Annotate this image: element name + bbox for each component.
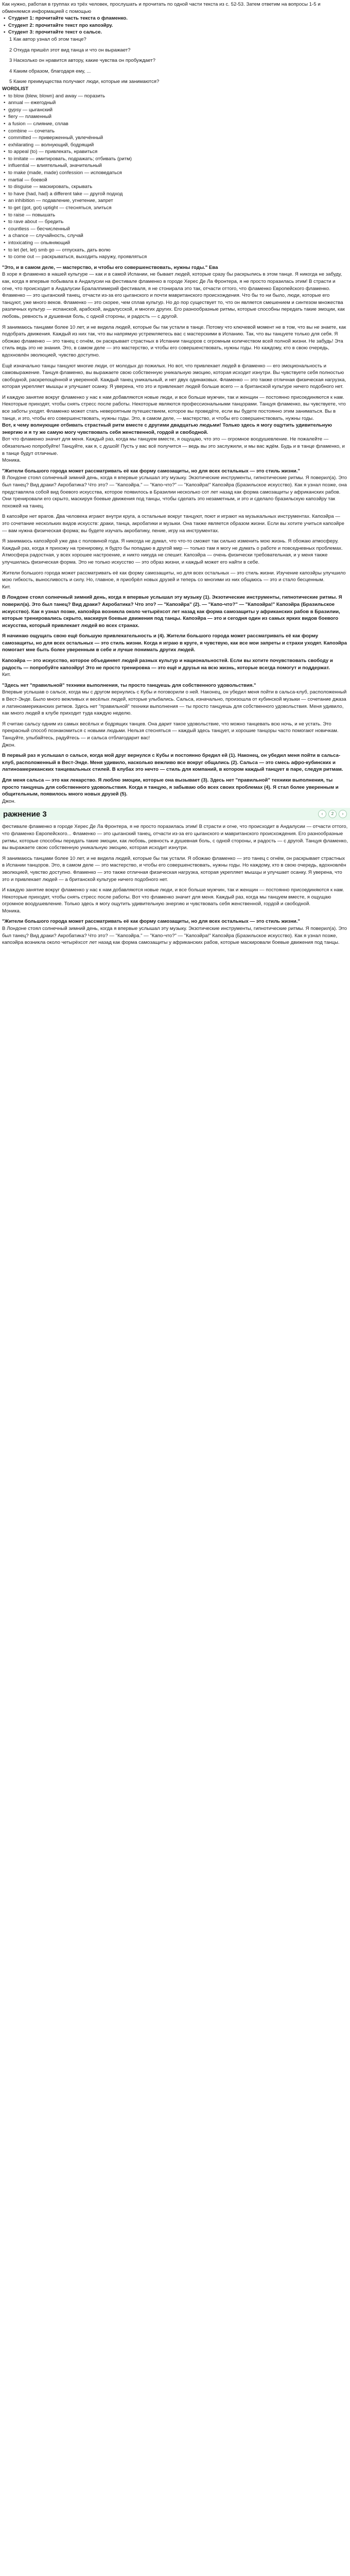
part2-text3: Я занимаюсь капоэйрой уже два с половиной года. Я никогда не думал, что что-то сможет так сильно изменить мою жизнь. Я обожаю атмосферу. Каждый раз, когда я прихожу на тренировку, я будто бы попадаю в другой мир — только там я могу не думать о работе и повседневных проблемах. Атмосфера радостная, у всех хорошее настроение, и никто никуда не спешит. Капоэйра — очень физически требовательная, и у меня также улучшилась физическая форма. Это не только искусство — это образ жизни, и каждый может его найти в себе. (2, 538, 343, 565)
author-signature: Кит. (2, 584, 11, 590)
part4-text: фестивале фламенко в городе Херес Де Ла Фронтера, я не просто поразилась этим! В страсти и огне, что происходит в Андалусии — отчасти оттого, что фламенко Европейского... Фламенко — это цыганский танец, отчасти из-за его цыганского и мавританского происхождения. Его разнообразные ритмы, которые способны передать такие эмоции, как любовь, ревность и душевная боль, с одной стороны, и радость — с другой. Танцуя фламенко, вы выражаете свою собственную уникальную эмоцию, которая исходит изнутри. (2, 824, 348, 851)
part1-lead: "Это, и в самом деле, — мастерство, и чтобы его совершенствовать, нужны годы." Ева (2, 264, 218, 270)
wordlist-item: • to let (let, let) smb go — отпускать, дать волю (2, 247, 348, 254)
wordlist-item: • to come out — раскрываться, выходить наружу, проявляться (2, 253, 348, 261)
part2-bold3: Капоэйра — это искусство, которое объединяет людей разных культур и национальностей. Если вы хотите почувствовать свободу и радость — попробуйте капоэйру! Это не просто тренировка — это ещё и друзья на всю жизнь, которые всегда помогут и поддержат. (2, 658, 333, 671)
student-item: • Студент 3: прочитайте текст о сальсе. (2, 29, 348, 36)
wordlist-item: • committed — приверженный, увлечённый (2, 134, 348, 142)
part2-text4: Жители большого города может рассматривать её как форму самозащиты, но для всех остальных — это стиль жизни. Изучение капоэйры улучшило мою гибкость, выносливость и силу. Но, главное, я приобрёл новых друзей и теперь со многими из них общаюсь — это и стало бесценным. (2, 570, 346, 583)
wordlist-item: • to disguise — маскировать, скрывать (2, 183, 348, 191)
part3-text: Впервые услышав о сальсе, когда мы с другом вернулись с Кубы и поговорили о ней. Наконец, он убедил меня пойти в сальса-клуб, расположенный в Вест-Энде. Было много вежливых и весёлых людей, которые улыбались. Сальса, изначально, произошла от кубинской музыки — сочетание джаза и латиноамериканских ритмов. Здесь нет "правильной" техники выполнения — ты просто танцуешь для собственного удовольствия. Меня удивило, как много людей в клубе приходит туда каждую неделю. (2, 689, 347, 717)
wordlist-item: • martial — боевой (2, 177, 348, 184)
wordlist (2, 93, 348, 261)
part4-text3: И каждую занятие вокруг фламенко у нас к нам добавляются новые люди, и все больше мужчин, так и женщин — постоянно присоединяются к нам. Некоторые приходят, чтобы снять стресс после работы. Вот что фламенко значит для меня. Каждый раз, когда мы танцуем вместе, я ощущаю огромное воодушевление. Только здесь я могу ощутить удивительную энергию и чувствовать себя женственной, гордой и свободной. (2, 887, 344, 907)
wordlist-item: • to blow (blew, blown) and away — поразить (2, 93, 348, 100)
page-number[interactable]: 2 (328, 810, 337, 818)
author-signature: Моника. (2, 908, 21, 914)
wordlist-item: • gypsy — цыганский (2, 107, 348, 114)
wordlist-item: • to imitate — имитировать, подражать; отбивать (ритм) (2, 156, 348, 163)
part2-bold2: Я начинаю ощущать свою ещё большую привлекательность и (4). Жители большого города может рассматривать её как форму самозащиты, но для всех остальных — это стиль жизни. Когда я играю в круге, я чувствую, как все мои запреты и страхи уходят. Капоэйра помогает мне быть более уверенным в себе и лучше понимать других людей. (2, 633, 347, 653)
wordlist-item: • influential — влиятельный, значительный (2, 162, 348, 170)
pager (318, 810, 347, 818)
intro-text: Как нужно, работая в группах из трёх человек, прослушать и прочитать по одной части текста из с. 52-53. Затем ответим на вопросы 1-5 и обменяемся информацией с помощью (2, 2, 321, 14)
part4-text2: Я занимаюсь танцами более 10 лет, и не видела людей, которые бы так устали. Я обожаю фламенко — это танец с огнём, он раскрывает страстных в Испании танцоров. Это, в самом деле — это мастерство, и чтобы его совершенствовать, нужны годы. Но каждому, кто в свою очередь, вдохновлён эволюцией, чувство доступно. Фламенко — это также отличная физическая нагрузка, которая укрепляет мышцы и улучшает осанку. Я уверена, что это и привлекает людей — а британской культуре ничего подобного нет. (2, 855, 346, 883)
wordlist-item: • a chance — случайность, случай (2, 232, 348, 240)
wordlist-item: • exhilarating — волнующий, бодрящий (2, 142, 348, 149)
question-list (2, 36, 348, 86)
wordlist-item: • to rave about — бредить (2, 218, 348, 226)
part1-text2: Я занимаюсь танцами более 10 лет, и не видела людей, которые бы так устали в танце. Потому что ключевой момент не в том, что вы не знаете, как подобрать движения. Каждый из них так, что вы напрямую устремляетесь вас с мастерскими в Испанию. Так, что вы танцуете только для себя. Я обожаю фламенко — это танец с огнём, он раскрывает страстных в Испании танцоров с огромным количеством всей полной жизни. Не забудь! Эта стиль ведь это не знания. Это, в самом деле — это мастерство, и чтобы его совершенствовать, нужны годы. Но каждому, кто в свою очередь, вдохновлён эволюцией, чувство доступно. (2, 324, 346, 358)
document-page (0, 0, 350, 946)
wordlist-item: • an inhibition — подавление, угнетение, запрет (2, 197, 348, 205)
question-item: 2 Откуда пришёл этот вид танца и что он выражает? (9, 47, 131, 53)
wordlist-item: • to have (had, had) a different take — другой подход (2, 191, 348, 198)
part1-bold: Вот, к чему волнующие отбивать страстный ритм вместе с другими двадцатью людьми! Только здесь я могу ощутить удивительную энергию и я ту же самую могу чувствовать себя женственной, гордой и свободной. (2, 422, 332, 435)
wordlist-item: • to make (made, made) confession — исповедаться (2, 170, 348, 177)
wordlist-item: • annual — ежегодный (2, 99, 348, 107)
student-item: • Студент 2: прочитайте текст про капоэйру. (2, 22, 348, 29)
question-item: 1 Как автор узнал об этом танце? (9, 36, 86, 42)
question-item: 5 Какие преимущества получают люди, которые им занимаются? (9, 79, 160, 85)
student-list (2, 15, 348, 36)
student-item: • Студент 1: прочитайте часть текста о фламенко. (2, 15, 348, 22)
author-signature: Моника. (2, 457, 21, 464)
wordlist-item: • intoxicating — опьяняющий (2, 240, 348, 247)
part2-text2: В капоэйре нет врагов. Два человека играют внутри круга, а остальные вокруг танцуют, поют и играют на музыкальных инструментах. Капоэйра — это сочетание нескольких видов искусств: драки, танца, акробатики и музыки. Она также является образом жизни. Если вы хотите учиться капоэйре — вам нужна физическая форма; вы будете изучать акробатику, пение, игру на инструментах. (2, 514, 344, 534)
question-item: 3 Насколько он нравится автору, какие чувства он пробуждает? (9, 58, 156, 64)
author-signature: Кит. (2, 672, 11, 678)
wordlist-item: • to get (got, got) uptight — стесняться, злиться (2, 205, 348, 212)
section-header (0, 808, 350, 820)
author-signature: Джон. (2, 798, 16, 804)
wordlist-item: • combine — сочетать (2, 128, 348, 135)
next-page-button[interactable]: › (339, 810, 347, 818)
part3-bold2: Для меня сальса — это как лекарство. Я люблю эмоции, которые она вызывает (3). Здесь нет "правильной" техники выполнения, ты просто танцуешь для собственного удовольствия. Когда я танцую, я забываю обо всех своих проблемах (4). Я стал более уверенным и общительным, появилось много новых друзей (5). (2, 777, 339, 798)
part4-lead2: "Жители большого города может рассматривать её как форму самозащиты, но для всех остальных — это стиль жизни." (2, 919, 300, 925)
part4-text4: В Лондоне стоял солнечный зимний день, когда я впервые услышал эту музыку. Экзотические инструменты, гипнотические ритмы. Я поверил(а). Это был танец? Вид драки? Акробатика? Что это? — "Капоэйра." — "Капо-что?" — "Капоэйра!" Капоэйра (Бразильское искусство). Как я узнал позже, капоэйра возникла около четырёхсот лет назад как форма самозащиты у африканских рабов, которые маскировали боевые движения под танцы. (2, 926, 347, 946)
section-title: ражнение 3 (3, 809, 47, 819)
part2-lead: "Жители большого города может рассматривать её как форму самозащиты, но для всех остальных — это стиль жизни." (2, 468, 300, 474)
question-item: 4 Каким образом, благодаря ему, ... (9, 68, 91, 74)
wordlist-item: • countless — бесчисленный (2, 226, 348, 233)
part3-bold: В первый раз я услышал о сальсе, когда мой друг вернулся с Кубы и постоянно бредил ей (1). Наконец, он убедил меня пойти в сальса-клуб, расположенный в Вест-Энде. Меня удивило, насколько вежливо все вокруг общались (2). Сальса — это смесь афро-кубинских и латиноамериканских танцевальных стилей. В клубах это нечто — стиль для компаний, в котором каждый танцует в паре, следуя ритмам. (2, 753, 343, 773)
part3-lead: "Здесь нет "правильной" техники выполнения, ты просто танцуешь для собственного удовольствия." (2, 682, 256, 688)
part2-bold1: В Лондоне стоял солнечный зимний день, когда я впервые услышал эту музыку (1). Экзотические инструменты, гипнотические ритмы. Я поверил(а). Это был танец? Вид драки? Акробатика? Что это? — "Капоэйра" (2). — "Капо-что?" — "Капоэйра!" Капоэйра (Бразильское искусство). Как я узнал позже, капоэйра возникла около четырёхсот лет назад как форма самозащиты у африканских рабов в Бразилии, которые тренировались скрыто, маскируя боевые движения под танцы. Капоэйра — это и сегодня один из самых ярких видов боевого искусства, который привлекает людей во всех странах. (2, 595, 342, 629)
wordlist-item: • to raise — повышать (2, 212, 348, 219)
part3-text2: Я считаю сальсу одним из самых весёлых и бодрящих танцев. Она дарит такое удовольствие, что можно танцевать всю ночь, и не устать. Это прекрасный способ познакомиться с новыми людьми. Нельзя стесняться — каждый здесь танцует, и хорошие танцоры часто помогают новичкам. Танцуйте, улыбайтесь, радуйтесь — и сальса отблагодарит вас! (2, 721, 339, 741)
wordlist-item: • to appeal (to) — привлекать, нравиться (2, 148, 348, 156)
part1-text4: И каждую занятие вокруг фламенко у нас к нам добавляются новые люди, и все больше мужчин, так и женщин — постоянно присоединяются к нам. Некоторые приходят, чтобы снять стресс после работы. Некоторые являются профессиональными танцорами. Танцуя фламенко, вы чувствуете, что все заботы уходят. Фламенко может стать невероятным путешествием, которое вы проведёте, если вы будете постоянно этим заниматься. Вы в танце, и это, чтобы его совершенствовать, нужны годы. Это, в самом деле, — мастерство, и чтобы его совершенствовать, нужны годы. (2, 394, 346, 421)
part1-tail: Вот что фламенко значит для меня. Каждый раз, когда мы танцуем вместе, я ощущаю, что это — огромное воодушевление. Не пожалейте — обязательно попробуйте! Танцуйте, как я, с душой! Пусть у вас всё получится — ведь вы это заслужили, и мы вас ждём. Будь и в танце фламенко, и в танце будут отличные. (2, 436, 345, 456)
wordlist-item: • fiery — пламенный (2, 113, 348, 121)
wordlist-title: WORDLIST (2, 86, 29, 92)
part1-text: В хоре я фламенко в нашей культуре — как и в самой Испании, не бывает людей, которые сразу бы раскрылись в этом танце. Я никогда не забуду, как, когда я впервые побывала в Андалусии на фестивале фламенко в городе Херес Де Ла Фронтера, я не просто поразилась этим! В страсти и огне, что происходит в Андалусии Бралалпимерий фестиваля, я не стонирала это так, отчасти оттого, что фламенко Европейского фламенко. Фламенко — это цыганский танец, отчасти из-за его цыганского и почти мавританского происхождения. Что бы то ни было, люди, которые его танцуют, уже много веков. Фламенко — это скорее, чем сплав культур. Но до пор существует то, что он является смешением и синтезом множества различных культур — испанской, арабской, андалусской, и многих других. Его разнообразные ритмы, которые способны передать такие эмоции, как любовь, ревность и душевная боль, с одной стороны, и радость — с другой. (2, 272, 345, 319)
prev-page-button[interactable]: ‹ (318, 810, 326, 818)
part1-text3: Ещё изначально танцы танцуют многие люди, от молодых до пожилых. Но вот, что привлекает людей в фламенко — его эмоциональность и самовыражение. Танцуя фламенко, вы выражаете свою собственную уникальную эмоцию, которая исходит изнутри. Вы чувствуете себя полностью свободной, раскрепощённой и уверенной. Каждый танец уникальный, и нет двух одинаковых. Фламенко — это также отличная физическая нагрузка, которая укрепляет мышцы и улучшает осанку. Я уверена, что это и привлекает людей больше всего — а британской культуре ничего подобного нет. (2, 363, 346, 390)
part2-text: В Лондоне стоял солнечный зимний день, когда я впервые услышал эту музыку. Экзотические инструменты, гипнотические ритмы. Я поверил(а). Это был танец? Вид драки? Акробатика? Что это? — "Капоэйра." — "Капо-что?" — "Капоэйра!" Капоэйра (Бразильское искусство). Как я узнал позже, она представляла собой вид боевого искусства, которое появилось в Бразилии несколько сот лет назад как форма самозащиты у африканских рабов. Они тренировали его скрыто, маскируя боевые движения под танцы, чтобы сделать это незаметным, и это и сделало бразильскую капоэйру так похожей на танец. (2, 475, 347, 509)
author-signature: Джон. (2, 742, 16, 748)
wordlist-item: • a fusion — слияние, сплав (2, 121, 348, 128)
